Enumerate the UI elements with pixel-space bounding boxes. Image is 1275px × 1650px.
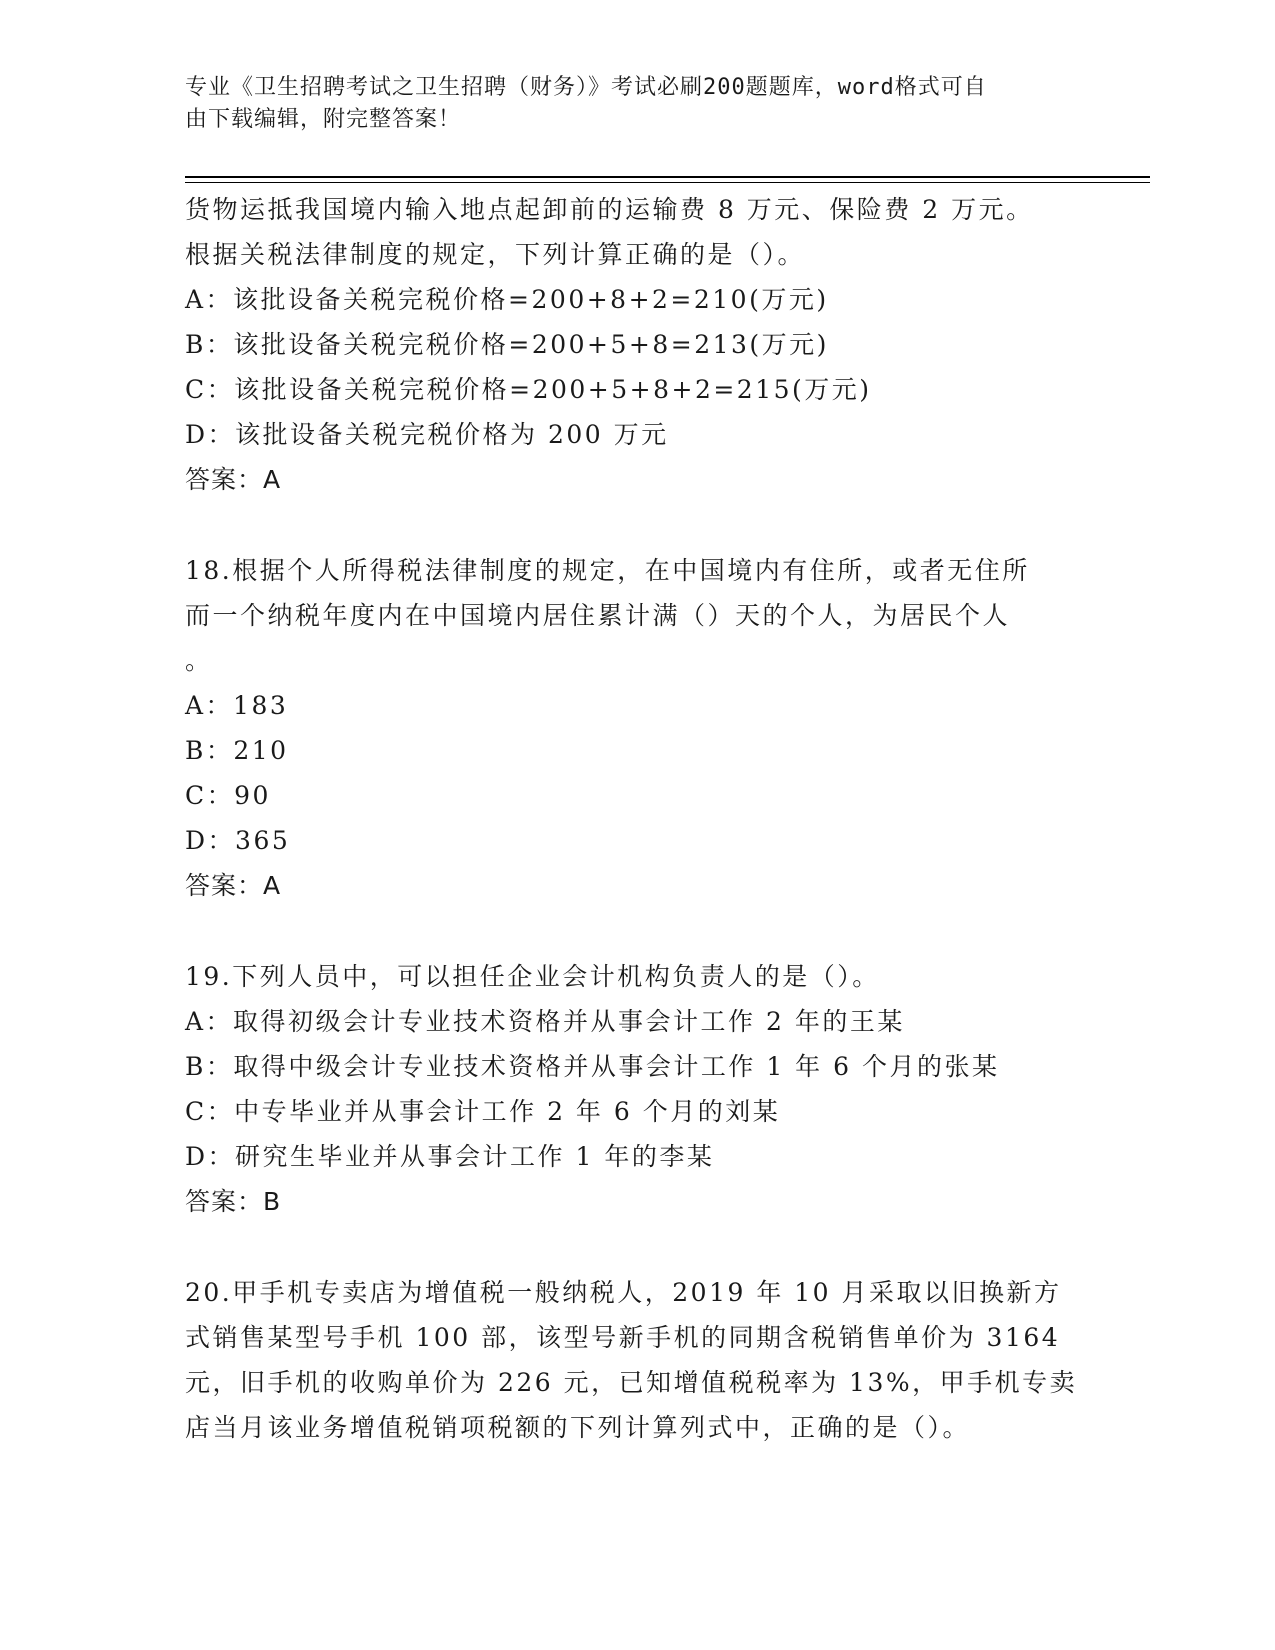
- option-d: D：该批设备关税完税价格为 200 万元: [185, 420, 669, 449]
- question-stem-line: 根据关税法律制度的规定，下列计算正确的是（）。: [185, 240, 806, 269]
- answer-line: 答案：A: [185, 871, 282, 900]
- question-18: [185, 548, 1085, 908]
- question-stem-line: 。: [185, 646, 213, 675]
- option-b: B：210: [185, 736, 289, 765]
- answer-line: 答案：A: [185, 465, 282, 494]
- option-b: B：取得中级会计专业技术资格并从事会计工作 1 年 6 个月的张某: [185, 1052, 1000, 1081]
- question-20: [185, 1270, 1085, 1450]
- header-rule-thick: [185, 176, 1150, 178]
- question-stem-line: 店当月该业务增值税销项税额的下列计算列式中，正确的是（）。: [185, 1413, 971, 1442]
- header-line: 专业《卫生招聘考试之卫生招聘（财务）》考试必刷200题题库，word格式可自: [185, 75, 987, 100]
- spacer: [185, 502, 1085, 548]
- answer-line: 答案：B: [185, 1187, 282, 1216]
- option-d: D：研究生毕业并从事会计工作 1 年的李某: [185, 1142, 715, 1171]
- spacer: [185, 1224, 1085, 1270]
- option-d: D：365: [185, 826, 291, 855]
- header-rule-thin: [185, 182, 1150, 183]
- option-c: C：该批设备关税完税价格=200+5+8+2=215(万元): [185, 375, 872, 404]
- option-a: A：取得初级会计专业技术资格并从事会计工作 2 年的王某: [185, 1007, 905, 1036]
- question-17: [185, 187, 1085, 502]
- option-a: A：该批设备关税完税价格=200+8+2=210(万元): [185, 285, 829, 314]
- document-header: [185, 72, 1065, 136]
- question-stem-line: 19.下列人员中，可以担任企业会计机构负责人的是（）。: [185, 962, 880, 991]
- question-stem-line: 18.根据个人所得税法律制度的规定，在中国境内有住所，或者无住所: [185, 556, 1030, 585]
- header-line: 由下载编辑，附完整答案！: [185, 107, 462, 132]
- question-19: [185, 954, 1085, 1224]
- question-stem-line: 货物运抵我国境内输入地点起卸前的运输费 8 万元、保险费 2 万元。: [185, 195, 1034, 224]
- option-b: B：该批设备关税完税价格=200+5+8=213(万元): [185, 330, 829, 359]
- question-stem-line: 而一个纳税年度内在中国境内居住累计满（）天的个人，为居民个人: [185, 601, 1011, 630]
- option-c: C：中专毕业并从事会计工作 2 年 6 个月的刘某: [185, 1097, 781, 1126]
- spacer: [185, 908, 1085, 954]
- question-stem-line: 式销售某型号手机 100 部，该型号新手机的同期含税销售单价为 3164: [185, 1323, 1061, 1352]
- question-stem-line: 元，旧手机的收购单价为 226 元，已知增值税税率为 13%，甲手机专卖: [185, 1368, 1078, 1397]
- option-a: A：183: [185, 691, 289, 720]
- question-stem-line: 20.甲手机专卖店为增值税一般纳税人，2019 年 10 月采取以旧换新方: [185, 1278, 1062, 1307]
- document-body: [185, 187, 1085, 1450]
- option-c: C：90: [185, 781, 271, 810]
